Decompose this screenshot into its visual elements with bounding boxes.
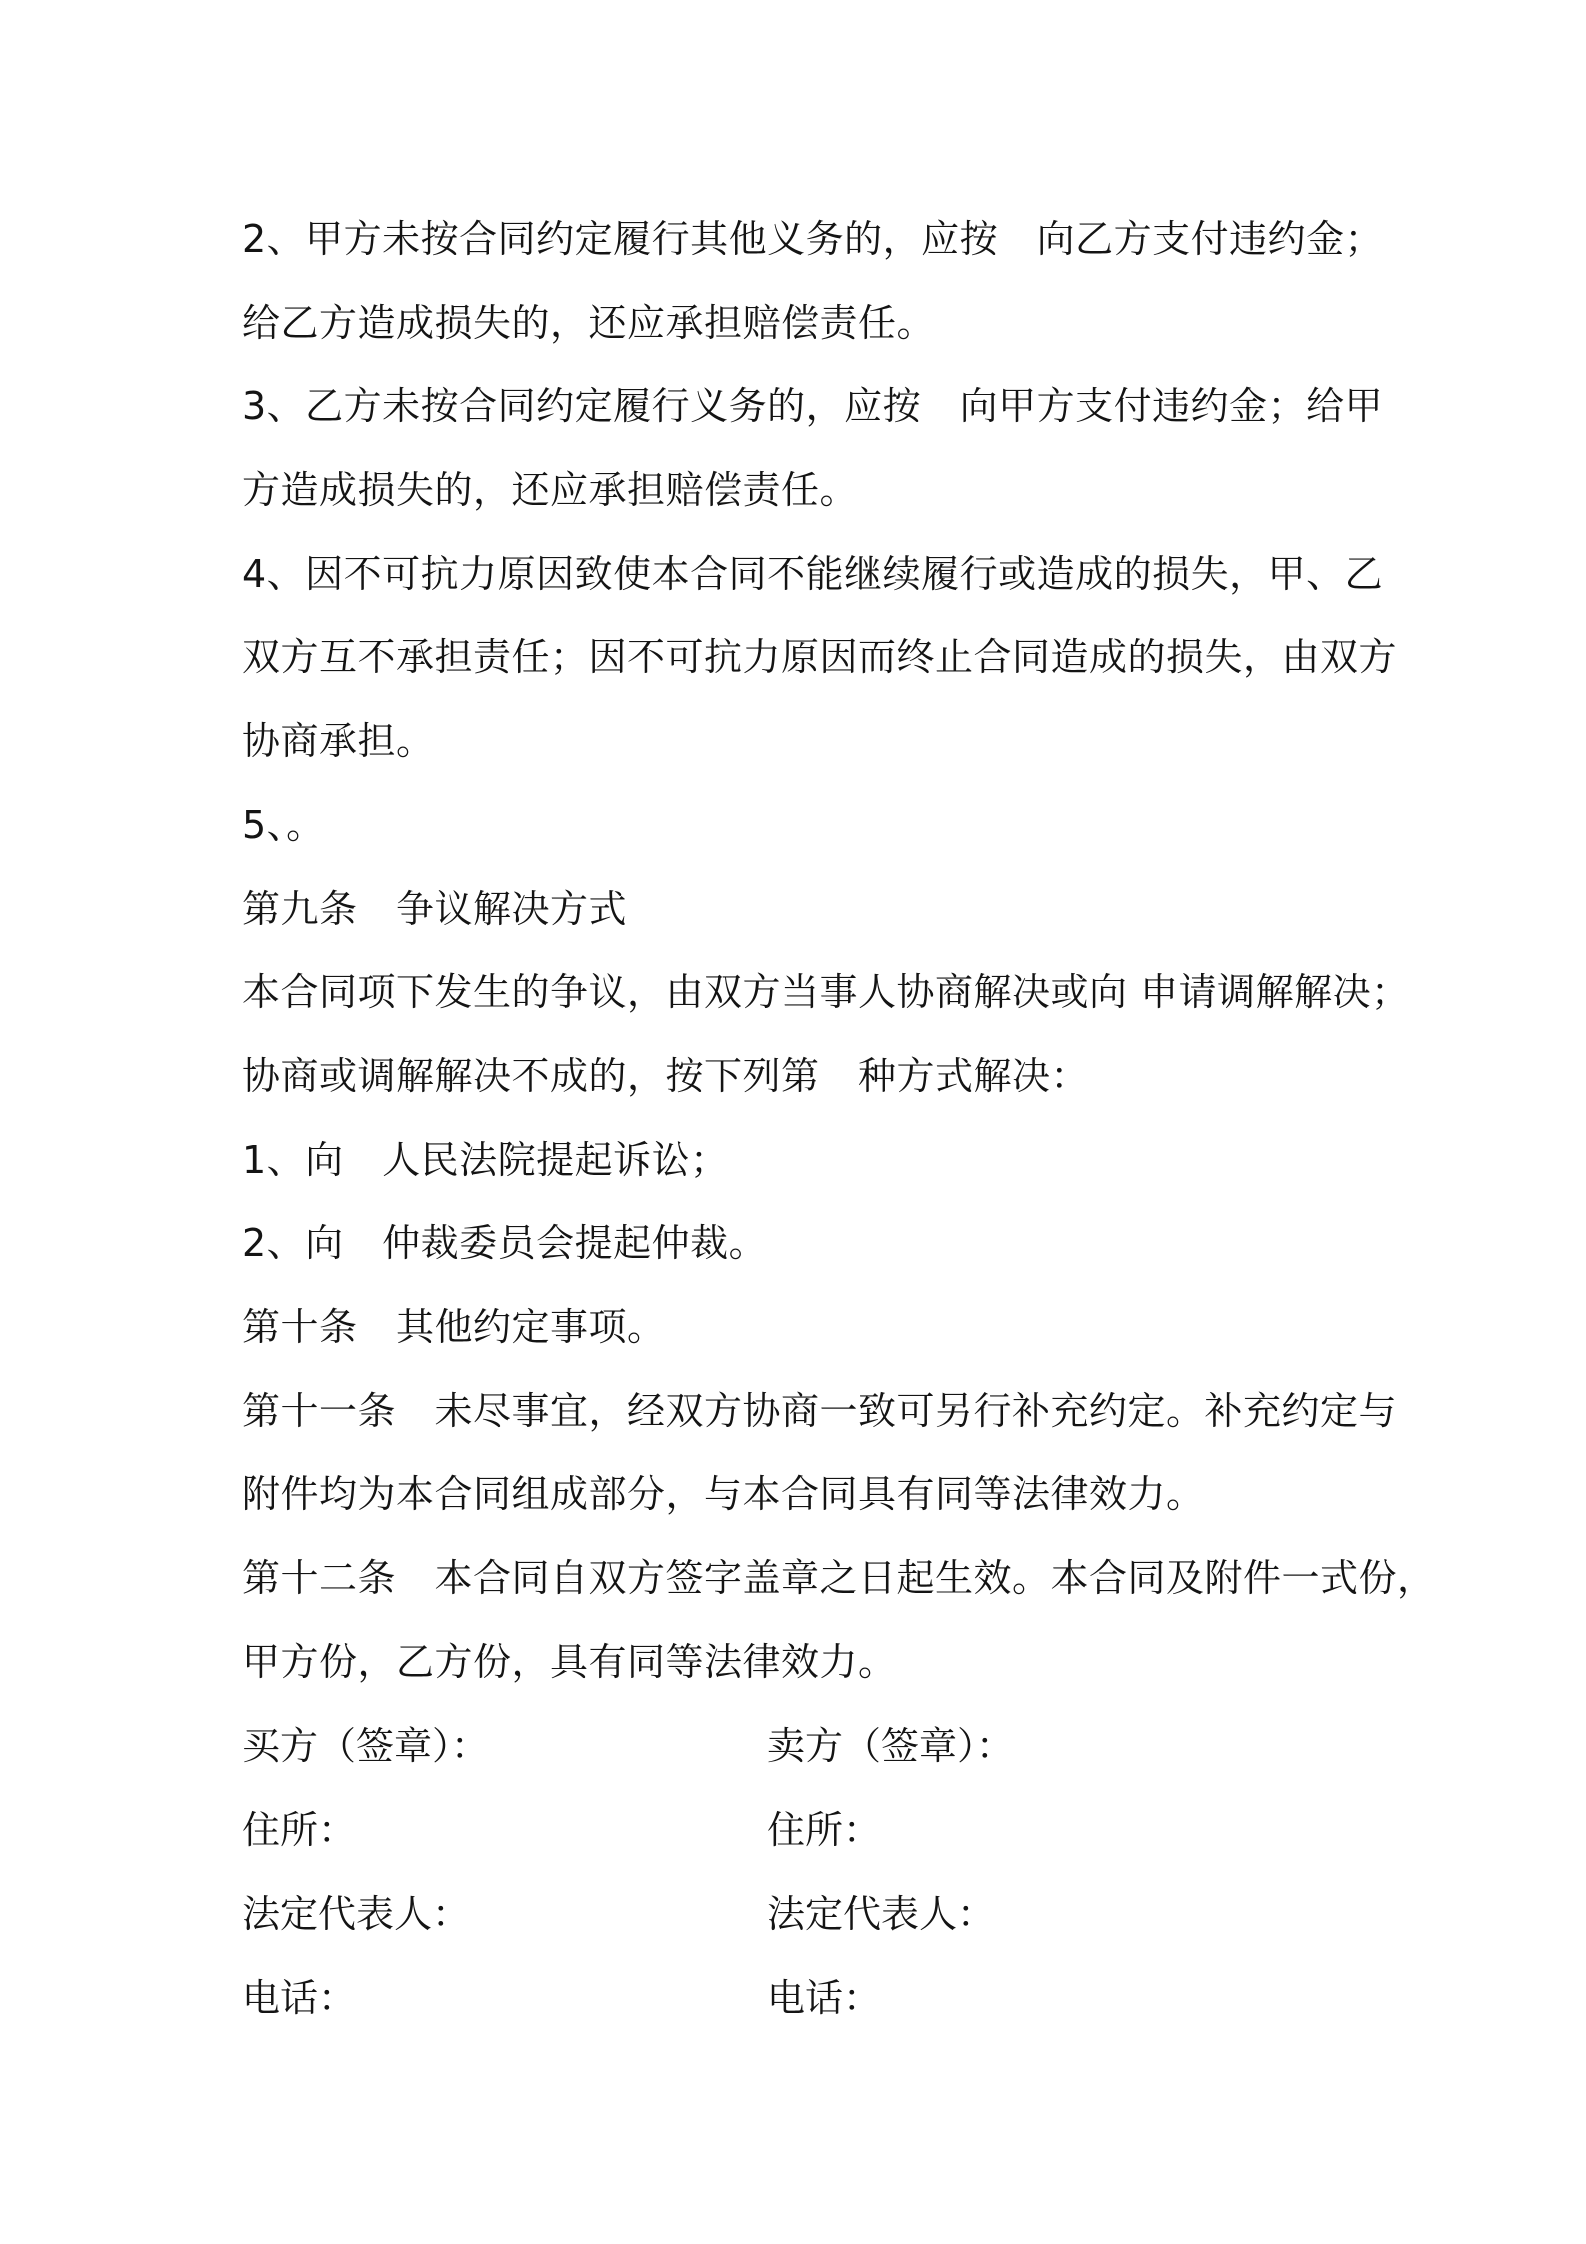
article-heading: 第十条 其他约定事项。: [242, 1304, 666, 1349]
clause-line: 协商或调解解决不成的，按下列第 种方式解决：: [242, 1053, 1090, 1098]
seller-address-label: 住所：: [767, 1808, 882, 1853]
clause-line: 4、因不可抗力原因致使本合同不能继续履行或造成的损失，甲、乙: [242, 551, 1384, 596]
clause-line: 方造成损失的，还应承担赔偿责任。: [242, 468, 859, 513]
clause-line: 3、乙方未按合同约定履行义务的，应按 向甲方支付违约金；给甲: [242, 384, 1384, 429]
signature-representative-row: [242, 1872, 1372, 1956]
seller-phone-label: 电话：: [767, 1976, 882, 2021]
signature-address-row: [242, 1788, 1372, 1872]
buyer-signature-label: 买方（签章）：: [242, 1724, 490, 1769]
article-heading: 第九条 争议解决方式: [242, 886, 628, 931]
buyer-address-label: 住所：: [242, 1808, 357, 1853]
clause-line: 甲方份，乙方份，具有同等法律效力。: [242, 1639, 897, 1684]
clause-line: 第十二条 本合同自双方签字盖章之日起生效。本合同及附件一式份，: [242, 1556, 1436, 1600]
buyer-representative-label: 法定代表人：: [242, 1892, 471, 1937]
signature-party-row: [242, 1704, 1372, 1788]
clause-line: 给乙方造成损失的，还应承担赔偿责任。: [242, 300, 936, 345]
buyer-phone-label: 电话：: [242, 1976, 357, 2021]
seller-signature-label: 卖方（签章）：: [767, 1724, 1015, 1769]
clause-line: 1、向 人民法院提起诉讼；: [242, 1137, 729, 1182]
clause-line: 协商承担。: [242, 719, 435, 764]
clause-line: 2、甲方未按合同约定履行其他义务的，应按 向乙方支付违约金；: [242, 217, 1384, 261]
clause-line: 第十一条 未尽事宜，经双方协商一致可另行补充约定。补充约定与: [242, 1388, 1398, 1433]
clause-line: 附件均为本合同组成部分，与本合同具有同等法律效力。: [242, 1472, 1205, 1517]
contract-text: [242, 198, 1436, 2040]
clause-line: 本合同项下发生的争议，由双方当事人协商解决或向 申请调解解决；: [242, 970, 1410, 1015]
seller-representative-label: 法定代表人：: [767, 1892, 996, 1937]
signature-phone-row: [242, 1956, 1372, 2040]
clause-line: 2、向 仲裁委员会提起仲裁。: [242, 1221, 768, 1266]
clause-line: 5、。: [242, 802, 325, 847]
clause-line: 双方互不承担责任；因不可抗力原因而终止合同造成的损失，由双方: [242, 635, 1398, 680]
